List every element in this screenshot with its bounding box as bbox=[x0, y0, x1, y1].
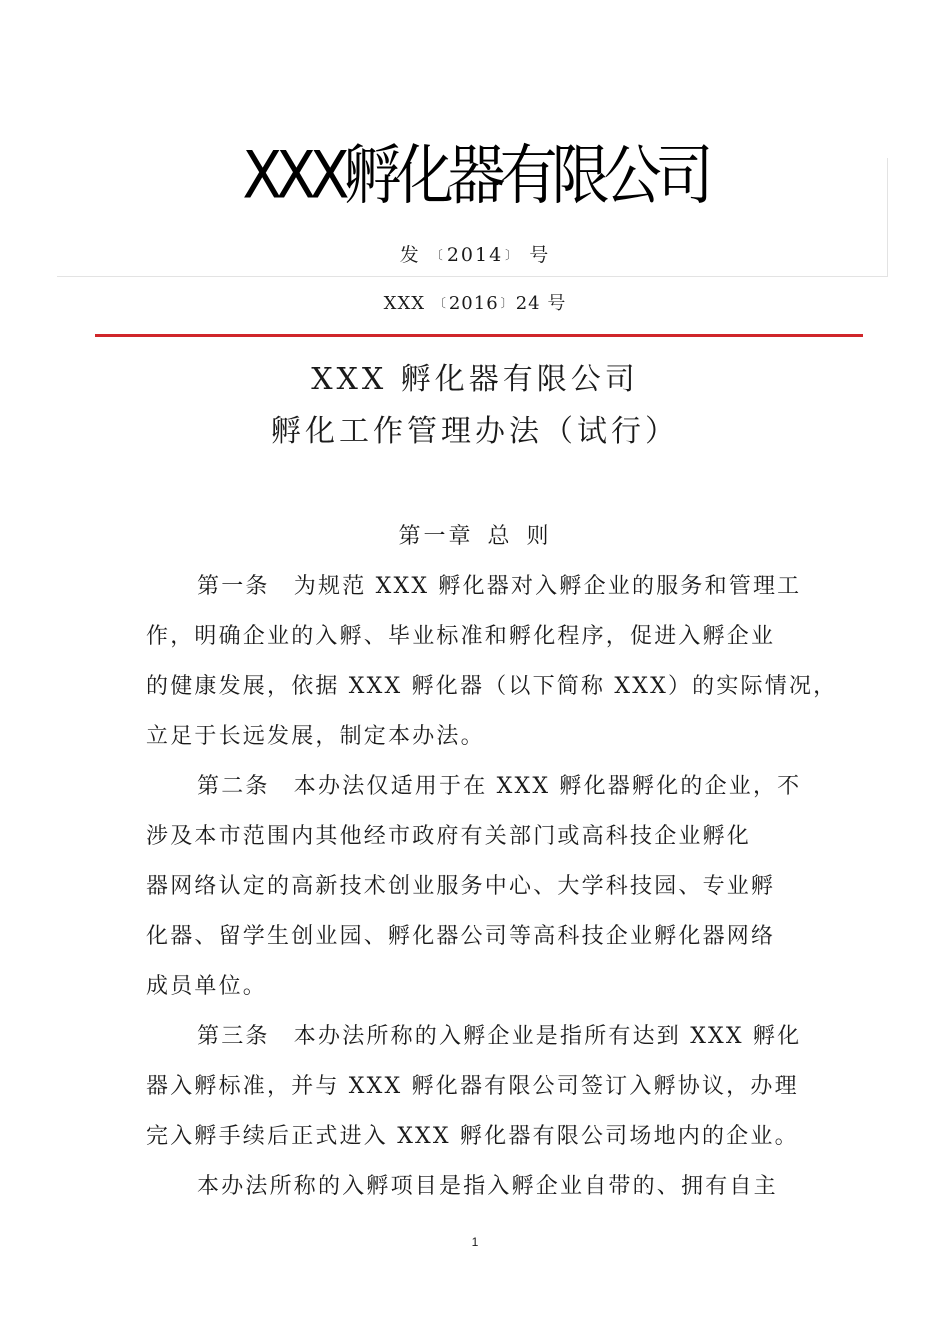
doc-number-paren-close: 〕 bbox=[500, 296, 514, 310]
doc-number-year: 2016 bbox=[448, 293, 499, 314]
letterhead-org-name: XXX孵化器有限公司 bbox=[242, 136, 708, 214]
letterhead-top-number bbox=[0, 242, 950, 268]
body-line: 本办法所称的入孵项目是指入孵企业自带的、拥有自主 bbox=[197, 1174, 778, 1199]
body-line: 器入孵标准，并与 XXX 孵化器有限公司签订入孵协议，办理 bbox=[146, 1074, 799, 1099]
body-line: 第二条 本办法仅适用于在 XXX 孵化器孵化的企业，不 bbox=[197, 774, 802, 799]
top-number-suffix: 号 bbox=[529, 244, 551, 266]
doc-number-paren-open: 〔 bbox=[433, 296, 447, 310]
top-number-year: 2014 bbox=[446, 244, 504, 266]
top-number-paren-close: 〕 bbox=[505, 248, 520, 262]
chapter-title-char-2: 则 bbox=[526, 524, 552, 549]
chapter-title-char-1: 总 bbox=[487, 524, 513, 549]
body-line: 第一条 为规范 XXX 孵化器对入孵企业的服务和管理工 bbox=[197, 574, 802, 599]
red-separator-rule bbox=[95, 334, 863, 337]
body-line: 化器、留学生创业园、孵化器公司等高科技企业孵化器网络 bbox=[146, 924, 776, 949]
body-line: 完入孵手续后正式进入 XXX 孵化器有限公司场地内的企业。 bbox=[146, 1124, 799, 1149]
body-line: 立足于长远发展，制定本办法。 bbox=[146, 724, 485, 749]
doc-number-suffix: 24 号 bbox=[515, 293, 567, 314]
document-title-line-1: XXX 孵化器有限公司 bbox=[311, 362, 639, 397]
top-number-paren-open: 〔 bbox=[430, 248, 445, 262]
chapter-heading bbox=[0, 522, 950, 552]
top-number-prefix: 发 bbox=[399, 244, 421, 266]
doc-number-prefix: XXX bbox=[383, 293, 426, 314]
chapter-number: 第一章 bbox=[398, 524, 474, 549]
document-title-line-2: 孵化工作管理办法（试行） bbox=[271, 414, 679, 449]
body-line: 器网络认定的高新技术创业服务中心、大学科技园、专业孵 bbox=[146, 874, 776, 899]
body-line: 作，明确企业的入孵、毕业标准和孵化程序，促进入孵企业 bbox=[146, 624, 776, 649]
body-line: 成员单位。 bbox=[146, 974, 268, 999]
body-line: 涉及本市范围内其他经市政府有关部门或高科技企业孵化 bbox=[146, 824, 752, 849]
body-line: 第三条 本办法所称的入孵企业是指所有达到 XXX 孵化 bbox=[197, 1024, 802, 1049]
document-number bbox=[0, 290, 950, 317]
body-line: 的健康发展，依据 XXX 孵化器（以下简称 XXX）的实际情况， bbox=[146, 674, 838, 699]
page-number: 1 bbox=[471, 1235, 479, 1249]
